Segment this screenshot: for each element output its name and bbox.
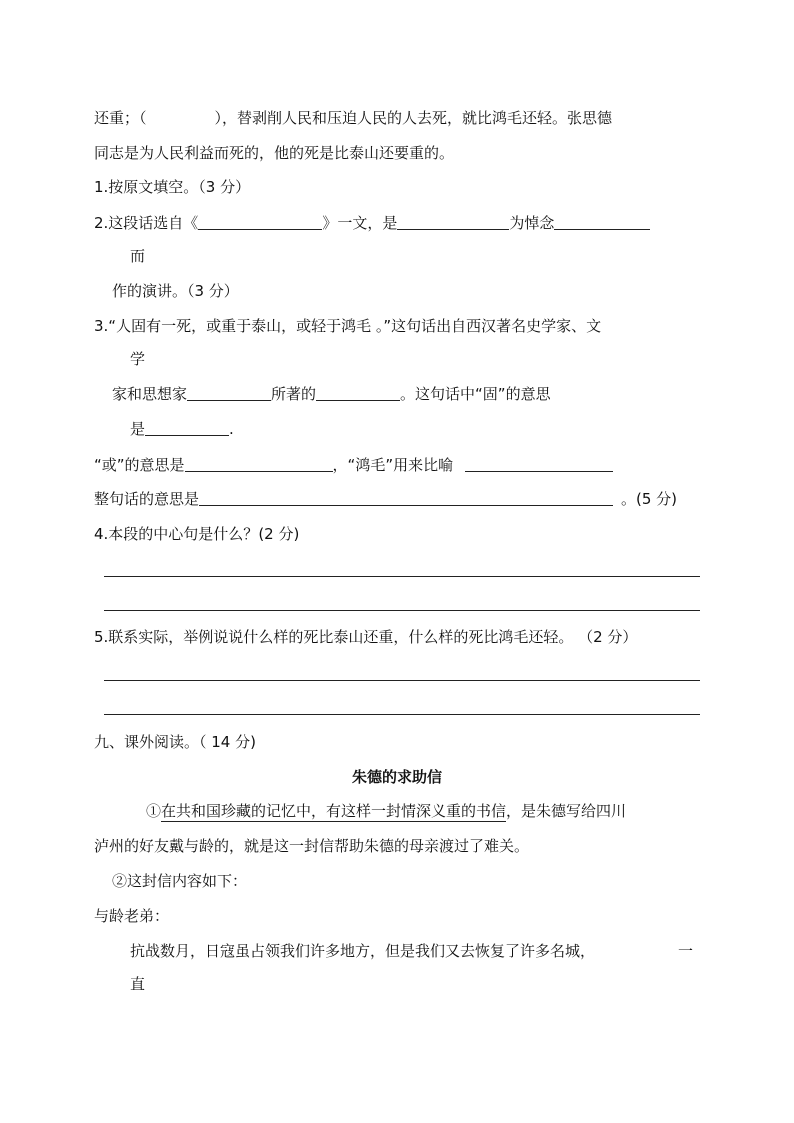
q5-answer-line-2[interactable]	[104, 714, 700, 715]
question-4: 4.本段的中心句是什么？(2 分)	[94, 525, 300, 543]
p1-underlined: 在共和国珍藏的记忆中，有这样一封情深义重的书信	[161, 802, 507, 820]
q3-text-e: 。这句话中“固”的意思	[400, 385, 551, 403]
q3-line-5	[94, 455, 613, 475]
q3-text-d: 所著的	[271, 385, 317, 403]
paragraph-1-line-2: 泸州的好友戴与龄的，就是这一封信帮助朱德的母亲渡过了难关。	[94, 837, 530, 855]
passage-line-2: 同志是为人民利益而死的，他的死是比泰山还要重的。	[94, 144, 455, 162]
letter-line-1-text: 抗战数月，日寇虽占领我们许多地方，但是我们又去恢复了许多名城，	[130, 942, 596, 960]
q2-text-b: 》一文，是	[322, 214, 398, 232]
paragraph-1-line-1	[146, 801, 626, 821]
passage-line-1-start: 还重；（	[94, 109, 147, 127]
q3-line-3	[112, 384, 551, 404]
question-2	[94, 213, 650, 233]
section-9-heading: 九、课外阅读。（ 14 分)	[94, 733, 256, 751]
paragraph-2: ②这封信内容如下：	[112, 872, 248, 890]
q3-text-i: ，“鸿毛”用来比喻	[332, 456, 454, 474]
q4-answer-line-2[interactable]	[104, 610, 700, 611]
q3-line-6	[94, 489, 677, 509]
q2-blank-title[interactable]	[198, 214, 322, 230]
q2-text-a: 2.这段话选自《	[94, 214, 199, 232]
q2-text-c: 为悼念	[509, 214, 555, 232]
letter-dash: 一	[678, 942, 694, 960]
q3-text-j: 整句话的意思是	[94, 490, 200, 508]
question-1: 1.按原文填空。（3 分）	[94, 178, 251, 196]
q3-text-f: 是	[130, 420, 146, 438]
letter-line-2: 直	[130, 975, 146, 993]
passage-line-1-end: ），替剥削人民和压迫人民的人去死，就比鸿毛还轻。张思德	[214, 109, 613, 127]
q5-answer-line-1[interactable]	[104, 680, 700, 681]
q3-text-c: 家和思想家	[112, 385, 188, 403]
q3-line-4	[130, 419, 234, 439]
p1-rest: ，是朱德写给四川	[506, 802, 627, 820]
q2-blank-who[interactable]	[397, 214, 509, 230]
q2-text-d: 而	[130, 247, 146, 265]
q3-blank-huo[interactable]	[185, 456, 333, 472]
question-3: 3.“人固有一死，或重于泰山，或轻于鸿毛 。”这句话出自西汉著名史学家、文	[94, 317, 602, 335]
p1-number: ①	[146, 802, 162, 820]
q2-text-e: 作的演讲。（3 分）	[112, 282, 239, 300]
q3-text-g: .	[229, 420, 234, 438]
q3-blank-meaning[interactable]	[199, 490, 613, 506]
reading-title: 朱德的求助信	[351, 768, 442, 786]
q3-text-b: 学	[130, 350, 146, 368]
letter-line-1	[130, 941, 595, 961]
q3-blank-hongmao[interactable]	[465, 456, 613, 472]
passage-line-1	[94, 108, 612, 128]
q3-blank-book[interactable]	[316, 385, 400, 401]
letter-salutation: 与龄老弟：	[94, 907, 170, 925]
q3-text-k: 。(5 分)	[621, 490, 678, 508]
q3-text-h: “或”的意思是	[94, 456, 185, 474]
question-5: 5.联系实际，举例说说什么样的死比泰山还重，什么样的死比鸿毛还轻。 （2 分）	[94, 628, 638, 646]
q3-blank-author[interactable]	[187, 385, 271, 401]
q4-answer-line-1[interactable]	[104, 576, 700, 577]
q2-blank-whom[interactable]	[554, 214, 650, 230]
q3-blank-gu[interactable]	[145, 420, 229, 436]
